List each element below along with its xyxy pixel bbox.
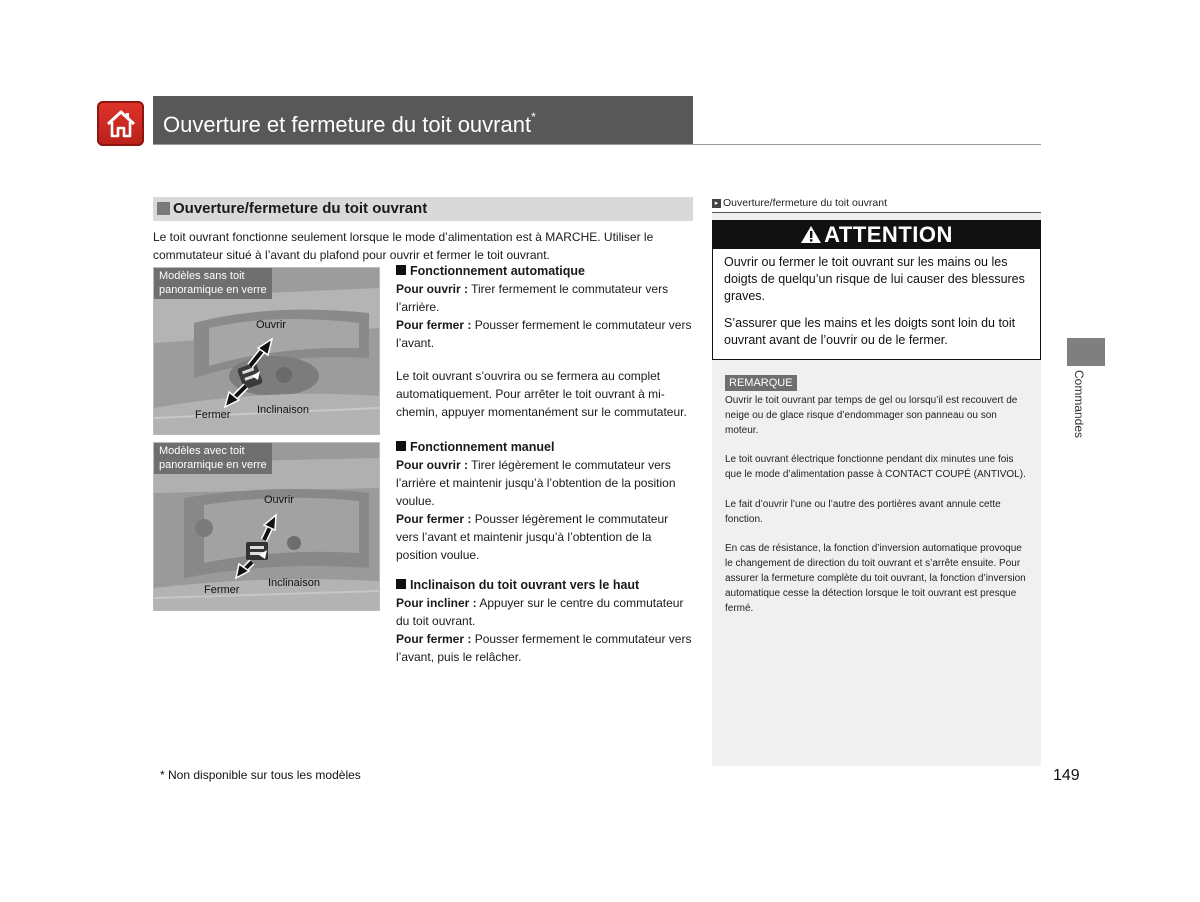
page-title-text: Ouverture et fermeture du toit ouvrant bbox=[163, 112, 532, 137]
section-marker-icon bbox=[157, 202, 170, 215]
auto-paragraph: Le toit ouvrant s’ouvrira ou se fermera au complet automatiquement. Pour arrêter le toit ouvrant à mi-chemin, appuyer momentanément sur le commutateur. bbox=[396, 369, 687, 419]
auto-close-label: Pour fermer : bbox=[396, 318, 472, 332]
figure-tag bbox=[154, 268, 272, 299]
label-close: Fermer bbox=[195, 409, 231, 421]
label-tilt: Inclinaison bbox=[257, 404, 309, 416]
figure-tag-line2: panoramique en verre bbox=[159, 284, 267, 296]
home-button[interactable] bbox=[97, 101, 144, 146]
auto-close-instruction bbox=[396, 316, 694, 352]
bullet-square-icon bbox=[396, 265, 406, 275]
home-icon bbox=[104, 108, 138, 140]
title-rule bbox=[153, 144, 1041, 145]
tilt-close-label: Pour fermer : bbox=[396, 632, 472, 646]
figure-tag bbox=[154, 443, 272, 474]
auto-open-text: Tirer fermement le commutateur vers l’arrière. bbox=[396, 282, 669, 314]
figure-no-panoramic-roof bbox=[153, 267, 380, 435]
section-intro: Le toit ouvrant fonctionne seulement lorsque le mode d’alimentation est à MARCHE. Utiliser le commutateur situé à l’avant du plafond pour ouvrir et fermer le toit ouvrant. bbox=[153, 230, 654, 262]
manual-operation-block bbox=[396, 438, 694, 564]
tilt-close-instruction bbox=[396, 630, 694, 666]
label-open: Ouvrir bbox=[256, 319, 286, 331]
manual-close-label: Pour fermer : bbox=[396, 512, 472, 526]
tilt-heading-text: Inclinaison du toit ouvrant vers le haut bbox=[410, 578, 640, 592]
auto-open-instruction bbox=[396, 280, 694, 316]
remarque-badge: REMARQUE bbox=[725, 375, 797, 391]
figure-with-panoramic-roof bbox=[153, 442, 380, 611]
chapter-tab[interactable] bbox=[1067, 338, 1105, 366]
tilt-incline-text: Appuyer sur le centre du commutateur du toit ouvrant. bbox=[396, 596, 684, 628]
sidebar-heading bbox=[712, 197, 887, 209]
tilt-heading bbox=[396, 576, 694, 594]
bullet-square-icon bbox=[396, 441, 406, 451]
auto-operation-block bbox=[396, 262, 694, 421]
auto-heading-text: Fonctionnement automatique bbox=[410, 264, 585, 278]
manual-heading bbox=[396, 438, 694, 456]
tilt-operation-block bbox=[396, 576, 694, 666]
manual-heading-text: Fonctionnement manuel bbox=[410, 440, 555, 454]
bullet-square-icon bbox=[396, 579, 406, 589]
title-asterisk: * bbox=[531, 110, 536, 124]
tilt-incline-label: Pour incliner : bbox=[396, 596, 477, 610]
tilt-incline-instruction bbox=[396, 594, 694, 630]
attention-paragraph-2: S’assurer que les mains et les doigts sont loin du toit ouvrant avant de l’ouvrir ou de le fermer. bbox=[724, 316, 1016, 347]
sidebar-heading-text: Ouverture/fermeture du toit ouvrant bbox=[723, 197, 887, 209]
label-close: Fermer bbox=[204, 584, 240, 596]
note-paragraph-1: Ouvrir le toit ouvrant par temps de gel ou lorsqu’il est recouvert de neige ou de glace risque d’endommager son panneau ou son moteur. bbox=[725, 395, 1018, 436]
figure-tag-line1: Modèles avec toit bbox=[159, 445, 245, 457]
note-paragraph-2: Le toit ouvrant électrique fonctionne pendant dix minutes une fois que le mode d’alimentation passe à CONTACT COUPÉ (ANTIVOL). bbox=[725, 454, 1026, 480]
attention-paragraph-1: Ouvrir ou fermer le toit ouvrant sur les mains ou les doigts de quelqu’un risque de lui causer des blessures graves. bbox=[724, 255, 1025, 303]
page-title bbox=[163, 112, 536, 138]
manual-close-text: Pousser légèrement le commutateur vers l’avant et maintenir jusqu’à l’obtention de la position voulue. bbox=[396, 512, 669, 562]
note-paragraph-3: Le fait d’ouvrir l’une ou l’autre des portières avant annule cette fonction. bbox=[725, 499, 1001, 525]
page-number: 149 bbox=[1053, 767, 1080, 784]
chapter-label: Commandes bbox=[1072, 370, 1086, 439]
reference-arrow-icon: ▸ bbox=[712, 199, 721, 208]
tilt-close-text: Pousser fermement le commutateur vers l’avant, puis le relâcher. bbox=[396, 632, 692, 664]
manual-close-instruction bbox=[396, 510, 694, 564]
warning-triangle-icon bbox=[800, 225, 822, 244]
footnote: * Non disponible sur tous les modèles bbox=[160, 768, 361, 782]
figure-tag-line2: panoramique en verre bbox=[159, 459, 267, 471]
figure-tag-line1: Modèles sans toit bbox=[159, 270, 245, 282]
label-tilt: Inclinaison bbox=[268, 577, 320, 589]
auto-close-text: Pousser fermement le commutateur vers l’avant. bbox=[396, 318, 692, 350]
auto-open-label: Pour ouvrir : bbox=[396, 282, 469, 296]
attention-title: ATTENTION bbox=[824, 222, 953, 247]
note-paragraph-4: En cas de résistance, la fonction d’inversion automatique provoque le changement de direction du toit ouvrant et s’arrête ensuite. Pour assurer la fermeture complète du toit ouvrant, la fonction d’inversion automatique cesse la détection lorsque le toit ouvrant est presque fermé. bbox=[725, 543, 1026, 614]
auto-heading bbox=[396, 262, 694, 280]
section-title: Ouverture/fermeture du toit ouvrant bbox=[173, 200, 428, 217]
attention-header bbox=[713, 221, 1040, 249]
manual-open-label: Pour ouvrir : bbox=[396, 458, 469, 472]
manual-open-text: Tirer légèrement le commutateur vers l’arrière et maintenir jusqu’à l’obtention de la position voulue. bbox=[396, 458, 676, 508]
manual-open-instruction bbox=[396, 456, 694, 510]
sidebar-heading-rule bbox=[712, 212, 1041, 213]
label-open: Ouvrir bbox=[264, 494, 294, 506]
